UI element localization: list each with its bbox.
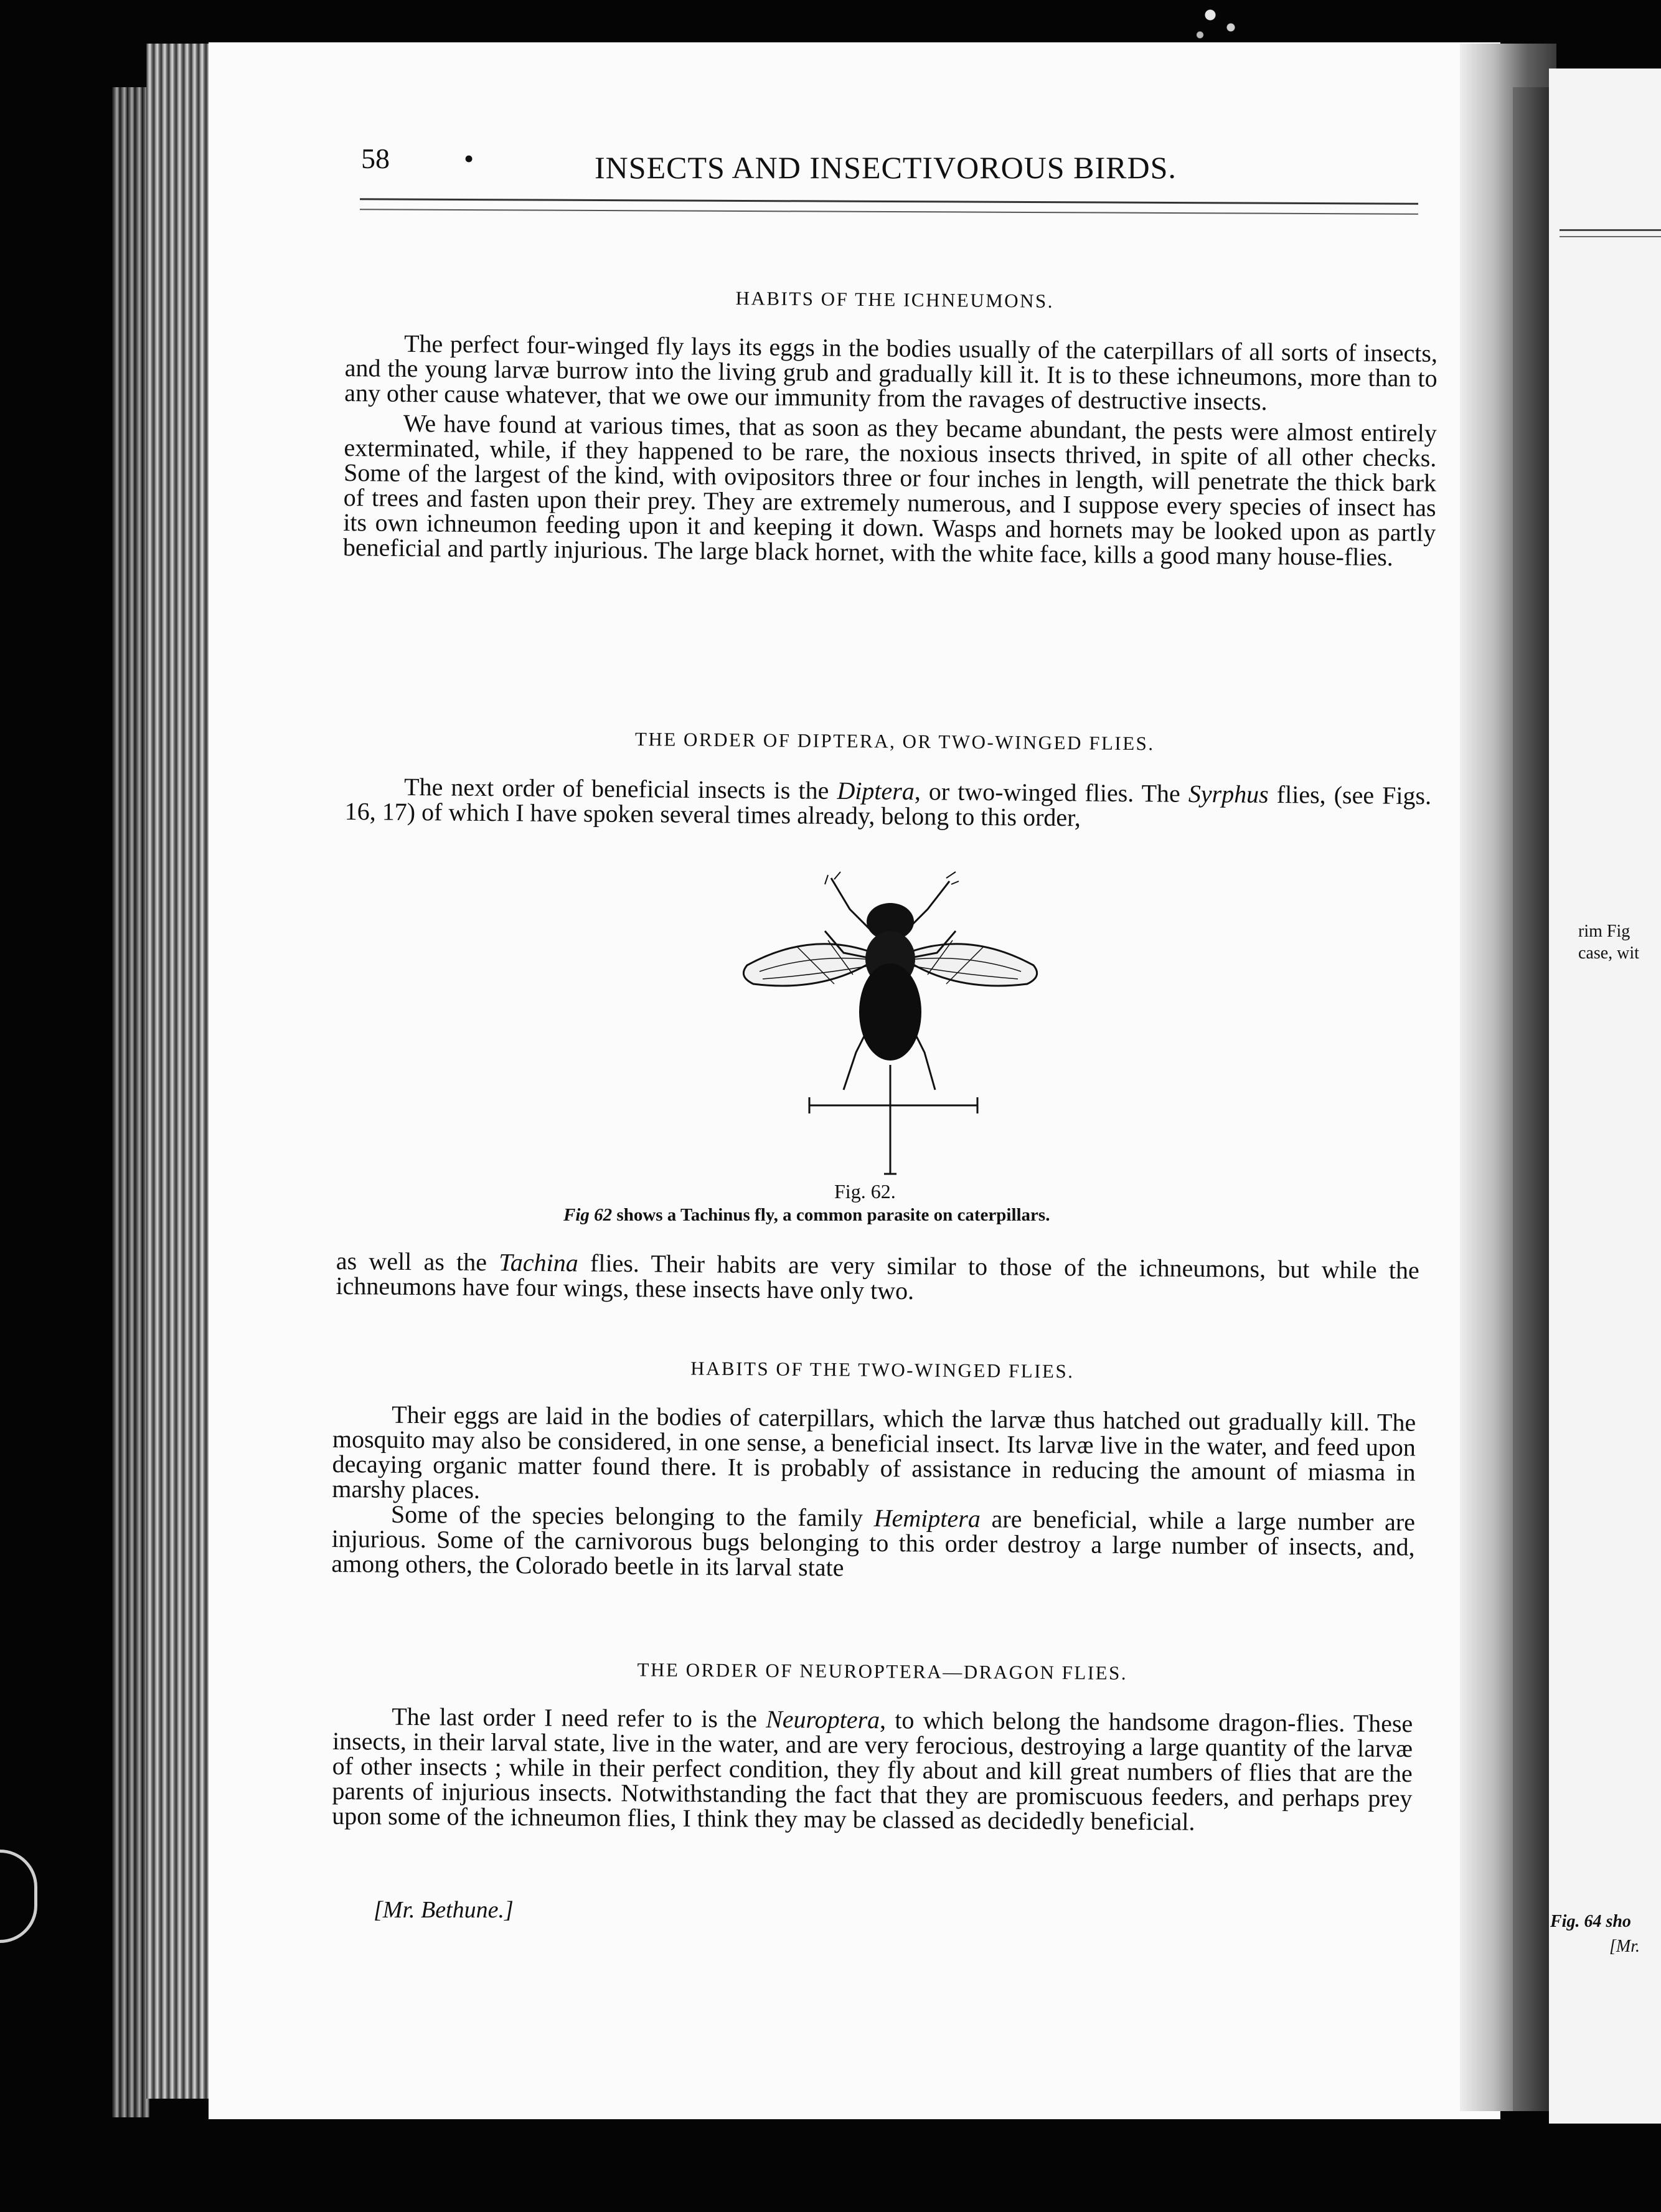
paragraph-diptera-1 [345, 774, 1432, 833]
tachina-text-start: as well as the [336, 1247, 499, 1277]
paragraph-neuroptera [332, 1704, 1413, 1836]
tachina-text-end: flies. Their habits are very similar to those of the ichneumons, but while the ichneumons have four wings, these insects have only two. [336, 1249, 1419, 1305]
hemiptera-text-end: are beneficial, while a large number are injurious. Some of the carnivorous bugs belonging to this order destroy a large number of insects, and, among others, the Colorado beetle in its larval state [331, 1505, 1416, 1582]
neuroptera-text-start: The last order I need refer to is the [392, 1702, 766, 1733]
paragraph-ichneumons-1: The perfect four-winged fly lays its eggs in the bodies usually of the caterpillars of all sorts of insects, and the young larvæ burrow into the living grub and gradually kill it. It is to these ichneumons, more than to any other cause whatever, that we owe our immunity from the ravages of destructive insects. [344, 329, 1438, 416]
section-heading-diptera: THE ORDER OF DIPTERA, OR TWO-WINGED FLIES. [634, 728, 1155, 755]
section-heading-neuroptera: THE ORDER OF NEUROPTERA—DRAGON FLIES. [637, 1658, 1128, 1684]
gutter-shadow [1513, 87, 1549, 2111]
tachina-term: Tachina [499, 1248, 578, 1277]
diptera-text-end: flies, (see Figs. 16, 17) of which I have spoken several times already, belong to this order, [344, 780, 1432, 832]
figure-caption-ref: Fig 62 [563, 1205, 613, 1225]
section-two-winged [331, 1354, 1432, 1585]
paragraph-two-winged-1: Their eggs are laid in the bodies of caterpillars, which the larvæ thus hatched out gradually kill. The mosquito may also be considered, in one sense, a beneficial insect. Its larvæ live in the water, and feed upon decaying organic matter found there. It is probably of assistance in reducing the amount of miasma in marshy places. [332, 1400, 1416, 1504]
figure-label: Fig. 62. [834, 1180, 896, 1203]
book-block-edge-outer [112, 87, 149, 2117]
hemiptera-term: Hemiptera [873, 1503, 981, 1533]
diptera-text-mid: , or two-winged flies. The [914, 777, 1189, 808]
section-diptera [345, 726, 1444, 833]
figure-caption-text: shows a Tachinus fly, a common parasite on caterpillars. [612, 1205, 1050, 1225]
section-ichneumons [343, 283, 1444, 570]
hemiptera-text-start: Some of the species belonging to the family [390, 1500, 874, 1532]
left-scan-notch [0, 1850, 37, 1943]
paragraph-ichneumons-2: We have found at various times, that as soon as they became abundant, the pests were almost entirely exterminated, while, if they happened to be rare, the noxious insects thrived, in spite of all other checks. Some of the largest of the kind, with ovipositors three or four inches in length, will penetrate the thick bark of trees and fasten upon their prey. They are extremely numerous, and I suppose every species of insect has its own ichneumon feeding upon it and keeping it down. Wasps and hornets may be looked upon as partly beneficial and partly injurious. The large black hornet, with the white face, kills a good many house-flies. [342, 409, 1437, 572]
diptera-text-start: The next order of beneficial insects is the [403, 772, 837, 805]
page-number: 58 [361, 143, 390, 174]
running-header [361, 142, 1233, 192]
section-heading-ichneumons: HABITS OF THE ICHNEUMONS. [735, 287, 1055, 312]
syrphus-term: Syrphus [1188, 779, 1269, 808]
figure-caption [563, 1205, 1050, 1226]
facing-page-line-2: case, wit [1578, 943, 1639, 963]
facing-page-header-rule [1560, 229, 1661, 237]
paragraph-two-winged-2 [331, 1501, 1415, 1585]
facing-page-line-1: rim Fig [1578, 922, 1630, 941]
author-signature: [Mr. Bethune.] [374, 1897, 514, 1923]
paragraph-diptera-2 [336, 1249, 1419, 1308]
section-heading-two-winged: HABITS OF THE TWO-WINGED FLIES. [690, 1357, 1075, 1382]
section-diptera-continued [336, 1249, 1435, 1308]
facing-page [1549, 69, 1661, 2124]
book-block-edge [146, 44, 215, 2099]
section-neuroptera [332, 1657, 1432, 1836]
header-bullet: • [464, 143, 474, 174]
facing-page-signature: [Mr. [1609, 1937, 1640, 1956]
neuroptera-term: Neuroptera [766, 1704, 880, 1734]
tachinus-fly-illustration [710, 866, 1071, 1189]
facing-page-fig-ref: Fig. 64 sho [1550, 1912, 1631, 1931]
neuroptera-text-end: , to which belong the handsome dragon-flies. These insects, in their larval state, live in the water, and are very ferocious, destroying a large quantity of the larvæ of other insects ; while in their perfect condition, they fly about and kill great numbers of flies that are the parents of injurious insects. Notwithstanding the fact that they are promiscuous feeders, and perhaps prey upon some of the ichneumon flies, I think they may be classed as decidedly beneficial. [332, 1706, 1413, 1836]
diptera-term: Diptera [837, 776, 915, 805]
running-title: INSECTS AND INSECTIVOROUS BIRDS. [595, 150, 1177, 185]
